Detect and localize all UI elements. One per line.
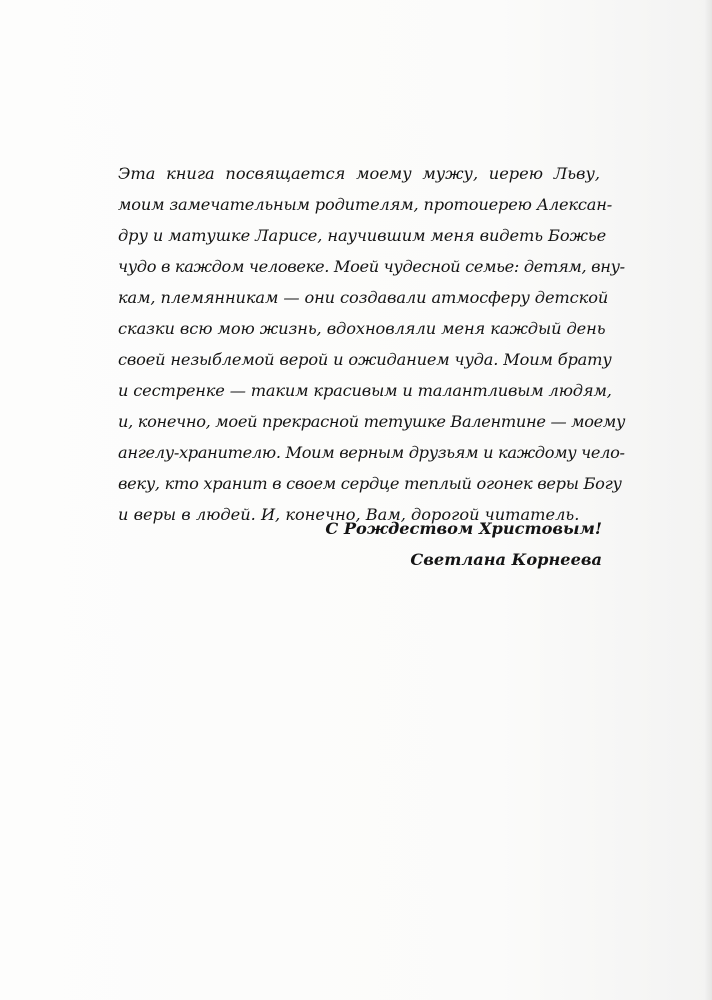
page-edge-shadow [704, 0, 712, 1000]
dedication-line: сказки всю мою жизнь, вдохновляли меня каждый день [118, 319, 606, 338]
dedication-line: Эта книга посвящается моему мужу, иерею Льву, [118, 164, 600, 183]
dedication-line: своей незыблемой верой и ожиданием чуда. Моим брату [118, 350, 612, 369]
dedication-line: и, конечно, моей прекрасной тетушке Валентине — моему [118, 412, 626, 431]
dedication-line: кам, племянникам — они создавали атмосферу детской [118, 288, 609, 307]
dedication-line: моим замечательным родителям, протоиерею Алексан- [118, 195, 613, 214]
christmas-greeting: С Рождеством Христовым! [325, 519, 602, 538]
dedication-line: веку, кто хранит в своем сердце теплый огонек веры Богу [118, 474, 622, 493]
author-name: Светлана Корнеева [410, 550, 602, 569]
dedication-line: дру и матушке Ларисе, научившим меня видеть Божье [118, 226, 607, 245]
dedication-line: и сестренке — таким красивым и талантливым людям, [118, 381, 612, 400]
dedication-line: ангелу-хранителю. Моим верным друзьям и каждому чело- [118, 443, 625, 462]
signature-block [325, 513, 602, 575]
dedication-paragraph [118, 158, 626, 530]
dedication-line: чудо в каждом человеке. Моей чудесной семье: детям, вну- [118, 257, 625, 276]
dedication-line: и веры в людей. И, конечно, Вам, дорогой читатель. [118, 505, 580, 524]
